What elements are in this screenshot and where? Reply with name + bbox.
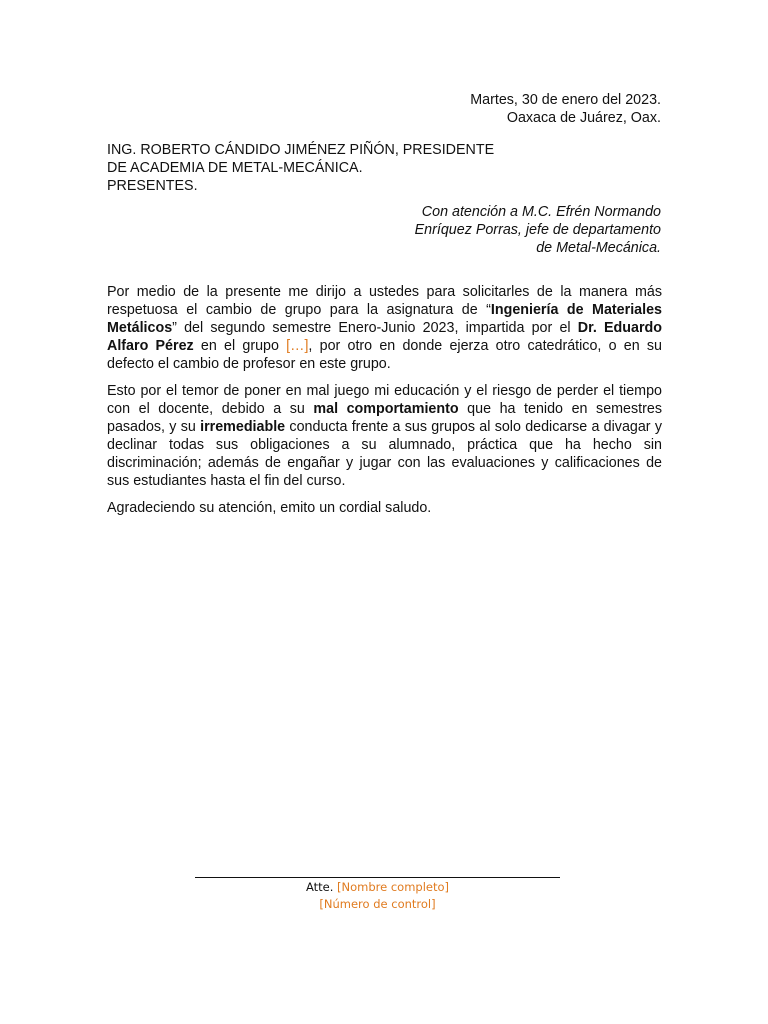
group-placeholder: […] (286, 338, 309, 354)
signature-atte: Atte. (305, 880, 334, 894)
attention-line-1: Con atención a M.C. Efrén Normando (421, 204, 661, 220)
control-number-placeholder: [Número de control] (319, 897, 436, 911)
p2-text-2: que ha tenido en semestres pasados, y su (107, 401, 662, 435)
p1-text-4: , por otro en donde ejerza otro catedrático, o en su defecto el cambio de profesor en este grupo. (107, 338, 662, 372)
teacher-name: Dr. Eduardo Alfaro Pérez (107, 320, 663, 354)
p2-text-3: conducta frente a sus grupos al solo dedicarse a divagar y declinar todas sus obligaciones a su alumnado, práctica que ha hecho sin discriminación; además de engañar y jugar con las evaluaciones y calificaciones de sus estudiantes hasta el fin del curso. (107, 419, 662, 489)
recipient-line-3: PRESENTES. (107, 178, 198, 194)
signature-line-1 (195, 879, 560, 896)
attention-line-3: de Metal-Mecánica. (536, 240, 661, 256)
attention-line-2: Enríquez Porras, jefe de departamento (414, 222, 661, 238)
p2-bold-1: mal comportamiento (313, 401, 459, 417)
recipient-line-1: ING. ROBERTO CÁNDIDO JIMÉNEZ PIÑÓN, PRESIDENTE (107, 142, 495, 158)
p1-text-3: en el grupo (193, 338, 287, 354)
letter-body (107, 283, 662, 525)
signature-block (195, 877, 560, 913)
p1-text-1: Por medio de la presente me dirijo a ustedes para solicitarles de la manera más respetuosa el cambio de grupo para la asignatura de “ (107, 284, 662, 318)
date-block (470, 91, 661, 127)
body-paragraph-3: Agradeciendo su atención, emito un cordial saludo. (107, 500, 432, 516)
body-paragraph-2 (107, 382, 662, 490)
p2-bold-2: irremediable (200, 419, 286, 435)
recipient-line-2: DE ACADEMIA DE METAL-MECÁNICA. (107, 160, 363, 176)
name-placeholder: [Nombre completo] (337, 880, 450, 894)
p1-text-2: ” del segundo semestre Enero-Junio 2023, impartida por el (172, 320, 578, 336)
attention-block (415, 203, 661, 257)
letter-date: Martes, 30 de enero del 2023. (470, 92, 661, 108)
recipient-block (107, 141, 494, 195)
body-paragraph-1 (107, 283, 662, 373)
signature-line-2 (195, 896, 560, 913)
subject-name: Ingeniería de Materiales Metálicos (107, 302, 662, 336)
p2-text-1: Esto por el temor de poner en mal juego mi educación y el riesgo de perder el tiempo con el docente, debido a su (107, 383, 662, 417)
letter-place: Oaxaca de Juárez, Oax. (506, 110, 661, 126)
